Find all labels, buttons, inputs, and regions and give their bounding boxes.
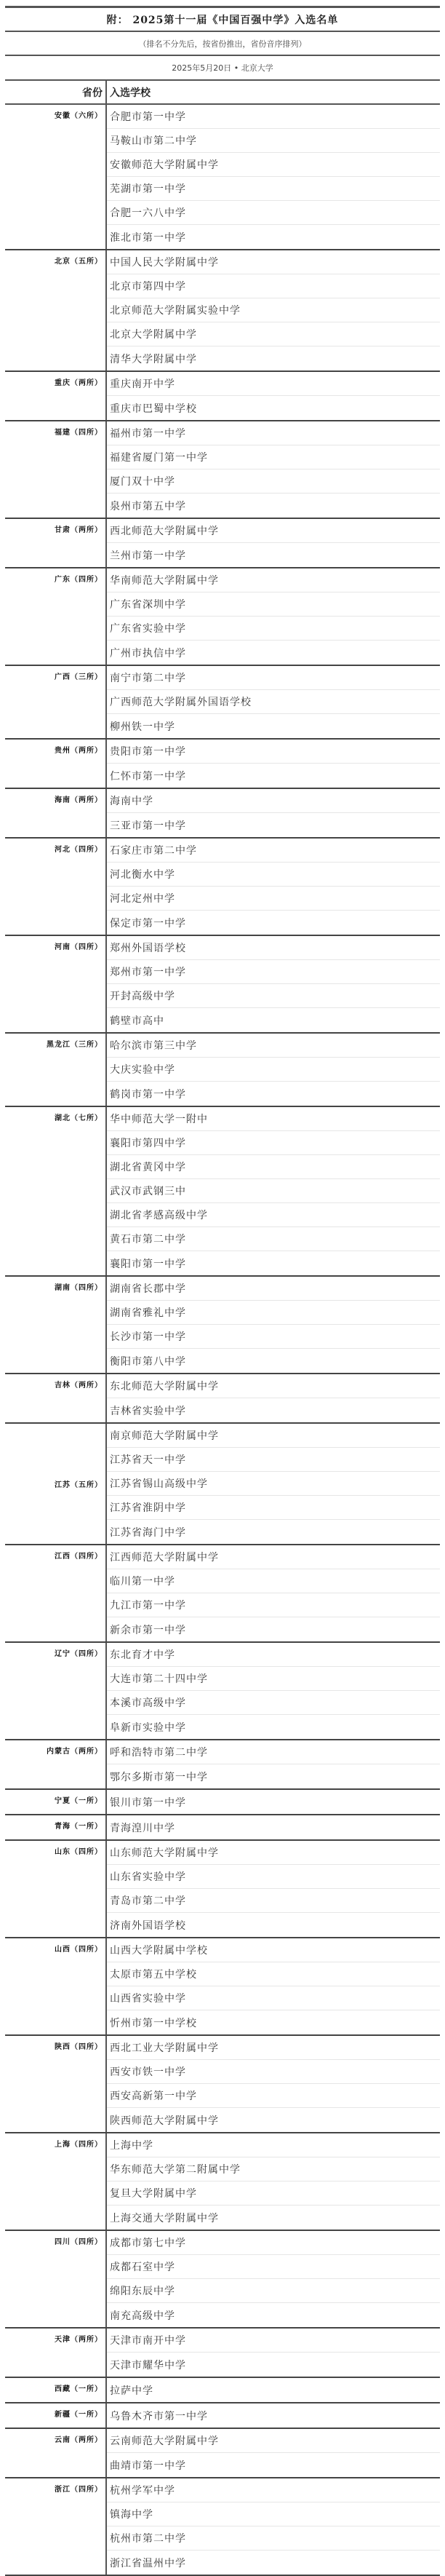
school-row: 江苏省锡山高级中学 bbox=[107, 1472, 440, 1496]
school-row: 东北育才中学 bbox=[107, 1643, 440, 1667]
school-list bbox=[107, 740, 440, 788]
province-label: 四川（四所） bbox=[5, 2231, 107, 2327]
school-row: 合肥市第一中学 bbox=[107, 105, 440, 129]
school-list bbox=[107, 839, 440, 935]
province-group bbox=[5, 2036, 440, 2133]
school-row: 山西省实验中学 bbox=[107, 1986, 440, 2010]
province-label: 甘肃（两所） bbox=[5, 519, 107, 567]
school-list bbox=[107, 1643, 440, 1739]
province-group bbox=[5, 372, 440, 421]
school-row: 西北师范大学附属中学 bbox=[107, 519, 440, 543]
school-row: 湖南省雅礼中学 bbox=[107, 1301, 440, 1325]
school-row: 西安市铁一中学 bbox=[107, 2060, 440, 2084]
school-row: 绵阳东辰中学 bbox=[107, 2279, 440, 2303]
school-list bbox=[107, 2329, 440, 2377]
province-label: 海南（两所） bbox=[5, 789, 107, 837]
school-row: 太原市第五中学校 bbox=[107, 1962, 440, 1986]
school-row: 江苏省天一中学 bbox=[107, 1448, 440, 1472]
school-row: 安徽师范大学附属中学 bbox=[107, 153, 440, 177]
school-list bbox=[107, 2429, 440, 2477]
province-label: 江苏（五所） bbox=[5, 1424, 107, 1544]
province-label: 浙江（四所） bbox=[5, 2478, 107, 2575]
province-group bbox=[5, 568, 440, 666]
province-label: 新疆（一所） bbox=[5, 2403, 107, 2428]
school-list bbox=[107, 1107, 440, 1275]
school-list bbox=[107, 105, 440, 249]
school-row: 鹤壁市高中 bbox=[110, 1015, 164, 1027]
province-group bbox=[5, 2329, 440, 2378]
school-list bbox=[107, 1841, 440, 1937]
province-group bbox=[5, 2133, 440, 2231]
province-group bbox=[5, 519, 440, 568]
school-row: 银川市第一中学 bbox=[110, 1796, 186, 1809]
school-row: 兰州市第一中学 bbox=[110, 550, 186, 562]
province-group bbox=[5, 1643, 440, 1740]
school-list bbox=[107, 1938, 440, 2034]
school-row: 拉萨中学 bbox=[110, 2385, 153, 2397]
school-list bbox=[107, 250, 440, 370]
school-row: 浙江省温州中学 bbox=[110, 2557, 186, 2569]
school-row: 河北定州中学 bbox=[107, 887, 440, 911]
province-label: 山西（四所） bbox=[5, 1938, 107, 2034]
column-header-province: 省份 bbox=[5, 81, 107, 103]
school-list-document bbox=[5, 6, 440, 2576]
school-list bbox=[107, 2133, 440, 2230]
school-row: 淮北市第一中学 bbox=[110, 231, 186, 244]
school-row: 忻州市第一中学校 bbox=[110, 2017, 197, 2029]
province-label: 北京（五所） bbox=[5, 250, 107, 370]
school-row: 成都石室中学 bbox=[107, 2255, 440, 2279]
school-row: 云南师范大学附属中学 bbox=[107, 2429, 440, 2453]
school-list bbox=[107, 666, 440, 738]
school-row: 曲靖市第一中学 bbox=[110, 2460, 186, 2472]
school-row: 江西师范大学附属中学 bbox=[107, 1545, 440, 1569]
province-label: 广东（四所） bbox=[5, 568, 107, 665]
province-group bbox=[5, 105, 440, 250]
school-row: 九江市第一中学 bbox=[107, 1593, 440, 1617]
school-row: 江苏省海门中学 bbox=[110, 1526, 186, 1539]
school-row: 长沙市第一中学 bbox=[107, 1325, 440, 1349]
school-row: 陕西师范大学附属中学 bbox=[110, 2115, 219, 2127]
school-row: 鄂尔多斯市第一中学 bbox=[110, 1771, 208, 1783]
province-group bbox=[5, 1938, 440, 2036]
school-row: 杭州学军中学 bbox=[107, 2478, 440, 2502]
province-group bbox=[5, 250, 440, 372]
school-list bbox=[107, 2378, 440, 2402]
province-label: 西藏（一所） bbox=[5, 2378, 107, 2402]
school-row: 南充高级中学 bbox=[110, 2310, 175, 2322]
school-row: 青海湟川中学 bbox=[110, 1822, 175, 1834]
province-label: 安徽（六所） bbox=[5, 105, 107, 249]
school-list bbox=[107, 372, 440, 420]
province-group bbox=[5, 1107, 440, 1277]
school-row: 上海交通大学附属中学 bbox=[110, 2212, 219, 2224]
province-group bbox=[5, 666, 440, 740]
school-row: 合肥一六八中学 bbox=[107, 201, 440, 225]
school-row: 鹤岗市第一中学 bbox=[110, 1088, 186, 1101]
school-row: 北京师范大学附属实验中学 bbox=[107, 298, 440, 322]
province-label: 贵州（两所） bbox=[5, 740, 107, 788]
date-location: 2025年5月20日 • 北京大学 bbox=[5, 56, 440, 81]
province-label: 湖南（四所） bbox=[5, 1277, 107, 1373]
school-list bbox=[107, 1374, 440, 1422]
school-row: 临川第一中学 bbox=[107, 1569, 440, 1593]
school-row: 芜湖市第一中学 bbox=[107, 177, 440, 201]
province-label: 湖北（七所） bbox=[5, 1107, 107, 1275]
province-group bbox=[5, 1740, 440, 1790]
school-row: 保定市第一中学 bbox=[110, 917, 186, 930]
province-label: 广西（三所） bbox=[5, 666, 107, 738]
province-group bbox=[5, 2478, 440, 2576]
school-row: 复旦大学附属中学 bbox=[107, 2181, 440, 2206]
province-group bbox=[5, 1424, 440, 1545]
school-row: 西北工业大学附属中学 bbox=[107, 2036, 440, 2060]
school-row: 哈尔滨市第三中学 bbox=[107, 1034, 440, 1058]
school-row: 黄石市第二中学 bbox=[107, 1227, 440, 1251]
school-row: 西安高新第一中学 bbox=[107, 2084, 440, 2108]
school-row: 湖北省黄冈中学 bbox=[107, 1155, 440, 1179]
school-row: 天津市南开中学 bbox=[107, 2329, 440, 2353]
school-list bbox=[107, 1545, 440, 1641]
province-label: 黑龙江（三所） bbox=[5, 1034, 107, 1106]
school-row: 广东省实验中学 bbox=[107, 617, 440, 641]
school-row: 阜新市实验中学 bbox=[110, 1721, 186, 1734]
province-label: 陕西（四所） bbox=[5, 2036, 107, 2132]
school-row: 山西大学附属中学校 bbox=[107, 1938, 440, 1962]
school-row: 福建省厦门第一中学 bbox=[107, 445, 440, 469]
province-label: 重庆（两所） bbox=[5, 372, 107, 420]
school-list bbox=[107, 1034, 440, 1106]
school-row: 襄阳市第一中学 bbox=[110, 1258, 186, 1270]
school-row: 济南外国语学校 bbox=[110, 1919, 186, 1932]
page-title: 附： 2025第十一届《中国百强中学》入选名单 bbox=[5, 8, 440, 32]
school-row: 华南师范大学附属中学 bbox=[107, 568, 440, 593]
school-row: 泉州市第五中学 bbox=[110, 500, 186, 512]
province-group bbox=[5, 1815, 440, 1841]
school-row: 马鞍山市第二中学 bbox=[107, 129, 440, 153]
school-list bbox=[107, 1277, 440, 1373]
school-row: 新余市第一中学 bbox=[110, 1624, 186, 1636]
school-row: 华东师范大学第二附属中学 bbox=[107, 2157, 440, 2181]
school-list bbox=[107, 1815, 440, 1839]
school-row: 广州市执信中学 bbox=[110, 647, 186, 659]
province-group bbox=[5, 1034, 440, 1107]
province-label: 辽宁（四所） bbox=[5, 1643, 107, 1739]
school-row: 仁怀市第一中学 bbox=[110, 770, 186, 782]
school-row: 郑州市第一中学 bbox=[107, 960, 440, 984]
school-list bbox=[107, 421, 440, 518]
province-group bbox=[5, 1277, 440, 1374]
subtitle-note: （排名不分先后，按省份推出，省份音序排列） bbox=[5, 32, 440, 56]
school-row: 成都市第七中学 bbox=[107, 2231, 440, 2255]
school-list bbox=[107, 1424, 440, 1544]
province-label: 内蒙古（两所） bbox=[5, 1740, 107, 1788]
province-label: 山东（四所） bbox=[5, 1841, 107, 1937]
school-list bbox=[107, 2231, 440, 2327]
school-list bbox=[107, 2403, 440, 2428]
school-row: 福州市第一中学 bbox=[107, 421, 440, 445]
school-row: 柳州铁一中学 bbox=[110, 721, 175, 733]
school-row: 江苏省淮阴中学 bbox=[107, 1496, 440, 1520]
school-row: 吉林省实验中学 bbox=[110, 1405, 186, 1417]
school-row: 广西师范大学附属外国语学校 bbox=[107, 690, 440, 714]
school-list bbox=[107, 519, 440, 567]
province-group bbox=[5, 789, 440, 839]
school-row: 厦门双十中学 bbox=[107, 469, 440, 494]
school-row: 杭州市第二中学 bbox=[107, 2527, 440, 2551]
province-label: 河北（四所） bbox=[5, 839, 107, 935]
province-group bbox=[5, 1790, 440, 1815]
school-row: 贵阳市第一中学 bbox=[107, 740, 440, 764]
school-list bbox=[107, 2478, 440, 2575]
province-label: 宁夏（一所） bbox=[5, 1790, 107, 1814]
school-row: 清华大学附属中学 bbox=[110, 353, 197, 365]
province-label: 青海（一所） bbox=[5, 1815, 107, 1839]
school-row: 乌鲁木齐市第一中学 bbox=[110, 2410, 208, 2422]
province-label: 云南（两所） bbox=[5, 2429, 107, 2477]
province-group bbox=[5, 421, 440, 519]
school-row: 大连市第二十四中学 bbox=[107, 1667, 440, 1691]
school-list bbox=[107, 2036, 440, 2132]
school-row: 镇海中学 bbox=[107, 2502, 440, 2527]
province-group bbox=[5, 839, 440, 936]
province-label: 福建（四所） bbox=[5, 421, 107, 518]
school-list bbox=[107, 936, 440, 1032]
school-row: 武汉市武钢三中 bbox=[107, 1179, 440, 1203]
province-group bbox=[5, 936, 440, 1034]
province-group bbox=[5, 2429, 440, 2478]
table-header bbox=[5, 81, 440, 105]
school-row: 开封高级中学 bbox=[107, 984, 440, 1008]
school-list bbox=[107, 1740, 440, 1788]
school-row: 北京市第四中学 bbox=[107, 274, 440, 298]
school-row: 重庆南开中学 bbox=[107, 372, 440, 396]
province-label: 吉林（两所） bbox=[5, 1374, 107, 1422]
school-list bbox=[107, 789, 440, 837]
province-group bbox=[5, 1374, 440, 1424]
province-group bbox=[5, 1545, 440, 1643]
school-row: 呼和浩特市第二中学 bbox=[107, 1740, 440, 1764]
column-header-school: 入选学校 bbox=[110, 87, 151, 99]
province-group bbox=[5, 2403, 440, 2429]
school-row: 南京师范大学附属中学 bbox=[107, 1424, 440, 1448]
school-row: 襄阳市第四中学 bbox=[107, 1131, 440, 1155]
province-group bbox=[5, 740, 440, 789]
province-group bbox=[5, 1841, 440, 1938]
school-row: 河北衡水中学 bbox=[107, 863, 440, 887]
school-row: 湖南省长郡中学 bbox=[107, 1277, 440, 1301]
school-row: 本溪市高级中学 bbox=[107, 1691, 440, 1715]
school-row: 大庆实验中学 bbox=[107, 1058, 440, 1082]
province-group bbox=[5, 2231, 440, 2329]
school-row: 东北师范大学附属中学 bbox=[107, 1374, 440, 1398]
province-group bbox=[5, 2378, 440, 2403]
school-row: 三亚市第一中学 bbox=[110, 820, 186, 832]
school-row: 中国人民大学附属中学 bbox=[107, 250, 440, 274]
school-row: 南宁市第二中学 bbox=[107, 666, 440, 690]
table-body bbox=[5, 105, 440, 2576]
school-row: 青岛市第二中学 bbox=[107, 1889, 440, 1913]
province-label: 天津（两所） bbox=[5, 2329, 107, 2377]
school-row: 石家庄市第二中学 bbox=[107, 839, 440, 863]
school-row: 华中师范大学一附中 bbox=[107, 1107, 440, 1131]
school-row: 广东省深圳中学 bbox=[107, 593, 440, 617]
school-list bbox=[107, 1790, 440, 1814]
school-list bbox=[107, 568, 440, 665]
school-row: 湖北省孝感高级中学 bbox=[107, 1203, 440, 1227]
school-row: 郑州外国语学校 bbox=[107, 936, 440, 960]
province-label: 江西（四所） bbox=[5, 1545, 107, 1641]
school-row: 上海中学 bbox=[107, 2133, 440, 2157]
school-row: 山东省实验中学 bbox=[107, 1865, 440, 1889]
school-row: 北京大学附属中学 bbox=[107, 322, 440, 346]
province-label: 河南（四所） bbox=[5, 936, 107, 1032]
school-row: 重庆市巴蜀中学校 bbox=[110, 403, 197, 415]
school-row: 山东师范大学附属中学 bbox=[107, 1841, 440, 1865]
school-row: 天津市耀华中学 bbox=[110, 2359, 186, 2371]
province-label: 上海（四所） bbox=[5, 2133, 107, 2230]
school-row: 衡阳市第八中学 bbox=[110, 1355, 186, 1368]
school-row: 海南中学 bbox=[107, 789, 440, 813]
